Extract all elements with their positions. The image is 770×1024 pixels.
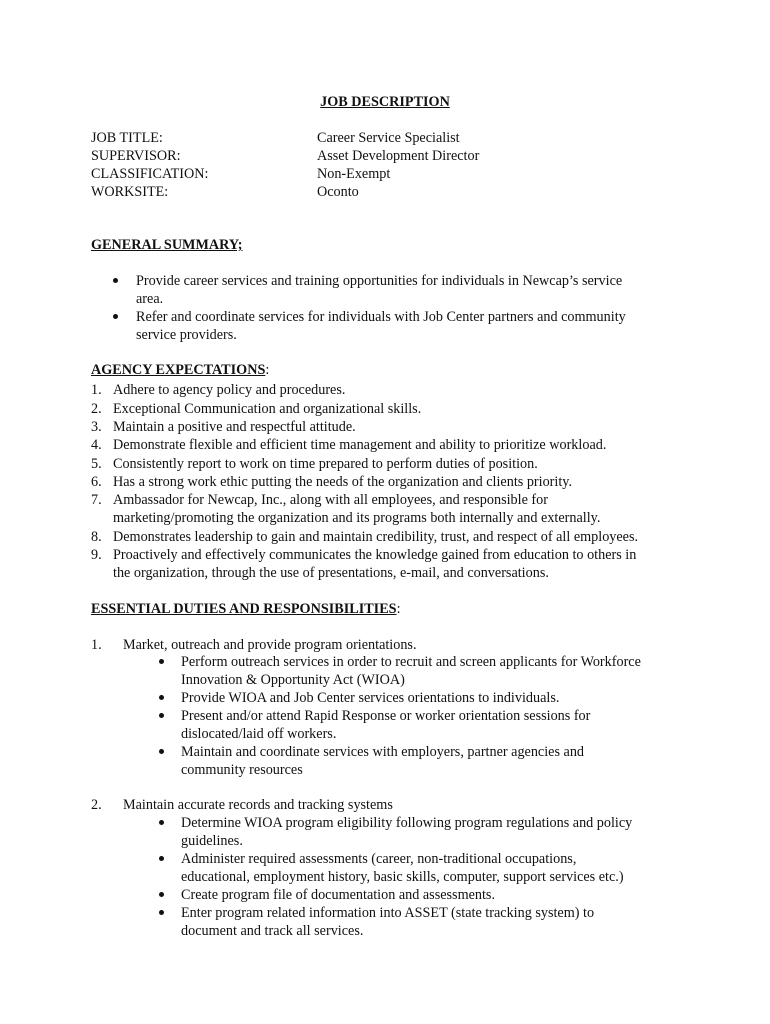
bullet-icon	[159, 659, 164, 664]
summary-bullet-1-line-1: Provide career services and training opportunities for individuals in Newcap’s service	[136, 273, 623, 289]
duty-bullet-line-1: Determine WIOA program eligibility following program regulations and policy	[181, 815, 633, 831]
expectation-number: 9.	[91, 547, 102, 563]
expectation-text: Demonstrate flexible and efficient time management and ability to prioritize workload.	[113, 437, 607, 453]
expectation-number: 8.	[91, 529, 102, 545]
summary-bullet-1-line-2: area.	[136, 291, 164, 307]
duty-section-number: 1.	[91, 637, 102, 653]
expectation-text: Proactively and effectively communicates the knowledge gained from education to others in	[113, 547, 637, 563]
bullet-icon	[159, 749, 164, 754]
duty-section-title: Market, outreach and provide program orientations.	[123, 637, 417, 653]
duty-bullet-line-1: Perform outreach services in order to recruit and screen applicants for Workforce	[181, 654, 641, 670]
general-summary-heading: GENERAL SUMMARY;	[91, 237, 243, 253]
duty-bullet-line-1: Administer required assessments (career, non-traditional occupations,	[181, 851, 577, 867]
supervisor-label: SUPERVISOR:	[91, 148, 181, 164]
duty-bullet-line-2: guidelines.	[181, 833, 243, 849]
worksite-label: WORKSITE:	[91, 184, 169, 200]
classification-value: Non-Exempt	[317, 166, 391, 182]
duty-bullet-line-1: Maintain and coordinate services with employers, partner agencies and	[181, 744, 585, 760]
expectation-text: Adhere to agency policy and procedures.	[113, 382, 346, 398]
expectation-number: 3.	[91, 419, 102, 435]
expectation-number: 6.	[91, 474, 102, 490]
essential-duties-heading: ESSENTIAL DUTIES AND RESPONSIBILITIES:	[91, 601, 401, 617]
bullet-icon	[159, 820, 164, 825]
duty-bullet-line-2: document and track all services.	[181, 923, 364, 939]
expectation-text: Has a strong work ethic putting the needs of the organization and clients priority.	[113, 474, 573, 490]
expectation-number: 1.	[91, 382, 102, 398]
bullet-icon	[159, 910, 164, 915]
expectation-number: 4.	[91, 437, 102, 453]
expectation-text-continued: marketing/promoting the organization and its programs both internally and externally.	[113, 510, 601, 526]
supervisor-value: Asset Development Director	[317, 148, 480, 164]
duty-bullet-line-1: Enter program related information into ASSET (state tracking system) to	[181, 905, 595, 921]
worksite-value: Oconto	[317, 184, 359, 200]
duty-section-number: 2.	[91, 797, 102, 813]
expectation-text-continued: the organization, through the use of presentations, e-mail, and conversations.	[113, 565, 549, 581]
expectation-text: Exceptional Communication and organizational skills.	[113, 401, 422, 417]
expectation-number: 5.	[91, 456, 102, 472]
duty-bullet-line-2: dislocated/laid off workers.	[181, 726, 337, 742]
duty-bullet-line-2: educational, employment history, basic skills, computer, support services etc.)	[181, 869, 624, 885]
expectation-text: Ambassador for Newcap, Inc., along with all employees, and responsible for	[113, 492, 548, 508]
expectation-number: 7.	[91, 492, 102, 508]
job-title-value: Career Service Specialist	[317, 130, 460, 146]
agency-expectations-heading: AGENCY EXPECTATIONS:	[91, 362, 270, 378]
classification-label: CLASSIFICATION:	[91, 166, 209, 182]
expectation-text: Consistently report to work on time prepared to perform duties of position.	[113, 456, 538, 472]
duty-section-title: Maintain accurate records and tracking systems	[123, 797, 393, 813]
expectation-text: Maintain a positive and respectful attitude.	[113, 419, 356, 435]
expectation-number: 2.	[91, 401, 102, 417]
job-title-label: JOB TITLE:	[91, 130, 163, 146]
summary-bullet-2-line-1: Refer and coordinate services for individuals with Job Center partners and community	[136, 309, 626, 325]
bullet-icon	[159, 695, 164, 700]
duty-bullet-line-2: community resources	[181, 762, 303, 778]
summary-bullet-2-line-2: service providers.	[136, 327, 237, 343]
duty-bullet-line-1: Create program file of documentation and assessments.	[181, 887, 496, 903]
bullet-icon	[159, 892, 164, 897]
duty-bullet-line-1: Provide WIOA and Job Center services orientations to individuals.	[181, 690, 560, 706]
bullet-icon	[159, 713, 164, 718]
bullet-icon	[159, 856, 164, 861]
duty-bullet-line-2: Innovation & Opportunity Act (WIOA)	[181, 672, 405, 688]
bullet-icon	[113, 314, 118, 319]
document-title: JOB DESCRIPTION	[320, 94, 450, 110]
bullet-icon	[113, 278, 118, 283]
duty-bullet-line-1: Present and/or attend Rapid Response or worker orientation sessions for	[181, 708, 591, 724]
expectation-text: Demonstrates leadership to gain and maintain credibility, trust, and respect of all employees.	[113, 529, 639, 545]
